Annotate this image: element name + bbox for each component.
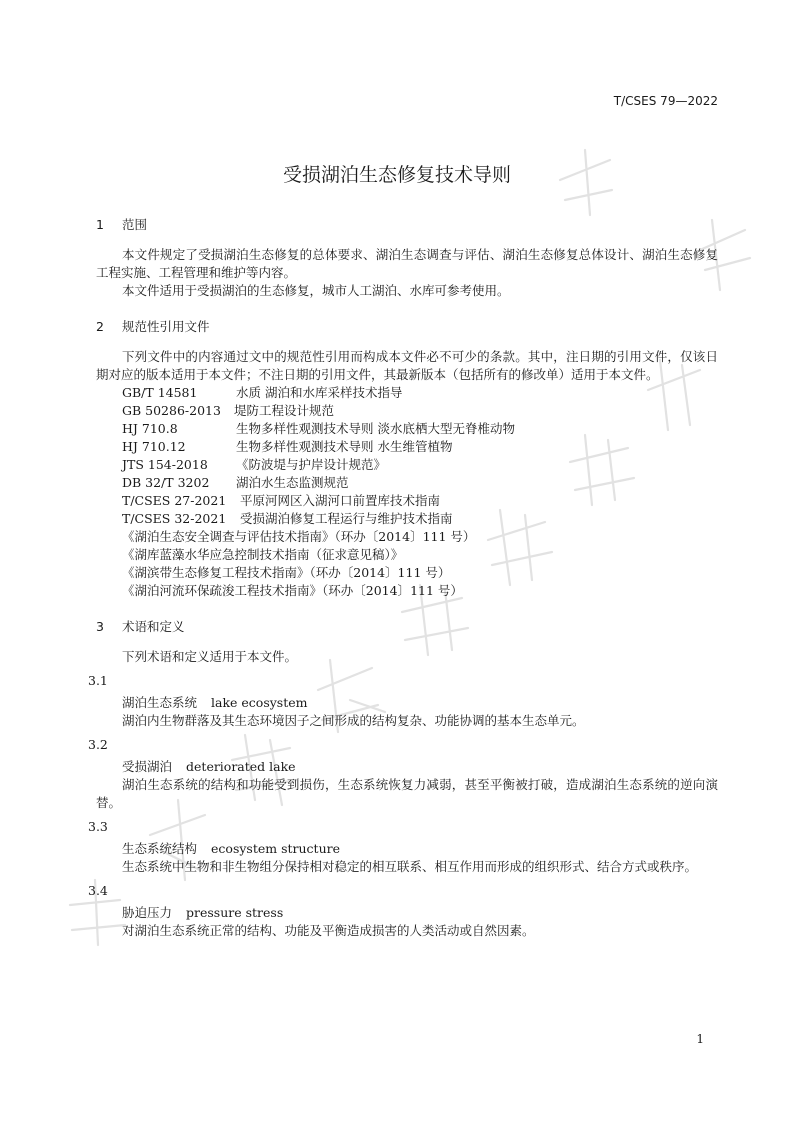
- reference-item: [122, 456, 718, 474]
- term-definition: 生态系统中生物和非生物组分保持相对稳定的相互联系、相互作用而形成的组织形式、结合方式或秩序。: [122, 859, 698, 874]
- reference-title: 受损湖泊修复工程运行与维护技术指南: [240, 511, 453, 526]
- reference-item: [122, 438, 718, 456]
- reference-item: [122, 402, 718, 420]
- term-heading: [122, 694, 718, 712]
- paragraph: 本文件适用于受损湖泊的生态修复，城市人工湖泊、水库可参考使用。: [122, 283, 510, 298]
- reference-code: HJ 710.12: [122, 439, 186, 454]
- paragraph: 下列文件中的内容通过文中的规范性引用而构成本文件必不可少的条款。其中，注日期的引用文件，仅该日期对应的版本适用于本文件；不注日期的引用文件，其最新版本（包括所有的修改单）适用于本文件。: [96, 349, 718, 382]
- section-number: 1: [96, 217, 104, 232]
- section-1-heading: [96, 216, 718, 234]
- section-2-heading: [96, 318, 718, 336]
- term-number: 3.4: [88, 883, 108, 898]
- section-number: 2: [96, 319, 104, 334]
- section-title: 范围: [122, 217, 148, 232]
- term-chinese: 胁迫压力: [122, 905, 173, 920]
- reference-list: [96, 384, 718, 600]
- reference-item: [122, 510, 718, 528]
- reference-item: [122, 564, 718, 582]
- reference-title: 《湖滨带生态修复工程技术指南》（环办〔2014〕111 号）: [122, 565, 451, 580]
- term-number: 3.3: [88, 819, 108, 834]
- term-chinese: 生态系统结构: [122, 841, 198, 856]
- reference-title: 生物多样性观测技术导则 淡水底栖大型无脊椎动物: [236, 421, 515, 436]
- reference-title: 湖泊水生态监测规范: [236, 475, 349, 490]
- reference-title: 《防波堤与护岸设计规范》: [236, 457, 387, 472]
- term-definition: 对湖泊生态系统正常的结构、功能及平衡造成损害的人类活动或自然因素。: [122, 923, 535, 938]
- term-chinese: 受损湖泊: [122, 759, 173, 774]
- term-heading: [122, 904, 718, 922]
- reference-title: 《湖库蓝藻水华应急控制技术指南（征求意见稿）》: [122, 547, 404, 562]
- reference-item: [122, 546, 718, 564]
- term-definition: 湖泊内生物群落及其生态环境因子之间形成的结构复杂、功能协调的基本生态单元。: [122, 713, 585, 728]
- paragraph: 下列术语和定义适用于本文件。: [122, 649, 298, 664]
- term-english: lake ecosystem: [211, 695, 308, 710]
- reference-title: 《湖泊河流环保疏浚工程技术指南》（环办〔2014〕111 号）: [122, 583, 463, 598]
- reference-code: GB/T 14581: [122, 385, 198, 400]
- reference-title: 生物多样性观测技术导则 水生维管植物: [236, 439, 453, 454]
- document-code: T/CSES 79—2022: [613, 94, 718, 108]
- reference-title: 《湖泊生态安全调查与评估技术指南》（环办〔2014〕111 号）: [122, 529, 476, 544]
- term-heading: [122, 840, 718, 858]
- reference-code: GB 50286-2013: [122, 403, 221, 418]
- section-title: 术语和定义: [122, 619, 185, 634]
- reference-code: HJ 710.8: [122, 421, 178, 436]
- reference-title: 平原河网区入湖河口前置库技术指南: [240, 493, 441, 508]
- section-number: 3: [96, 619, 104, 634]
- reference-title: 堤防工程设计规范: [234, 403, 335, 418]
- term-english: pressure stress: [186, 905, 284, 920]
- reference-item: [122, 384, 718, 402]
- term-heading: [122, 758, 718, 776]
- term-chinese: 湖泊生态系统: [122, 695, 198, 710]
- reference-code: T/CSES 27-2021: [122, 493, 227, 508]
- reference-item: [122, 420, 718, 438]
- reference-item: [122, 474, 718, 492]
- reference-code: JTS 154-2018: [122, 457, 208, 472]
- section-3-heading: [96, 618, 718, 636]
- reference-item: [122, 492, 718, 510]
- paragraph: 本文件规定了受损湖泊生态修复的总体要求、湖泊生态调查与评估、湖泊生态修复总体设计、湖泊生态修复工程实施、工程管理和维护等内容。: [96, 247, 718, 280]
- reference-code: DB 32/T 3202: [122, 475, 210, 490]
- document-title: 受损湖泊生态修复技术导则: [282, 164, 511, 186]
- term-number: 3.2: [88, 737, 108, 752]
- document-body: [88, 216, 718, 940]
- page-number: 1: [696, 1032, 704, 1046]
- reference-item: [122, 528, 718, 546]
- term-english: ecosystem structure: [211, 841, 340, 856]
- reference-title: 水质 湖泊和水库采样技术指导: [236, 385, 403, 400]
- section-title: 规范性引用文件: [122, 319, 210, 334]
- term-english: deteriorated lake: [186, 759, 296, 774]
- reference-item: [122, 582, 718, 600]
- term-number: 3.1: [88, 673, 108, 688]
- reference-code: T/CSES 32-2021: [122, 511, 227, 526]
- term-definition: 湖泊生态系统的结构和功能受到损伤，生态系统恢复力减弱，甚至平衡被打破，造成湖泊生态系统的逆向演替。: [96, 777, 718, 810]
